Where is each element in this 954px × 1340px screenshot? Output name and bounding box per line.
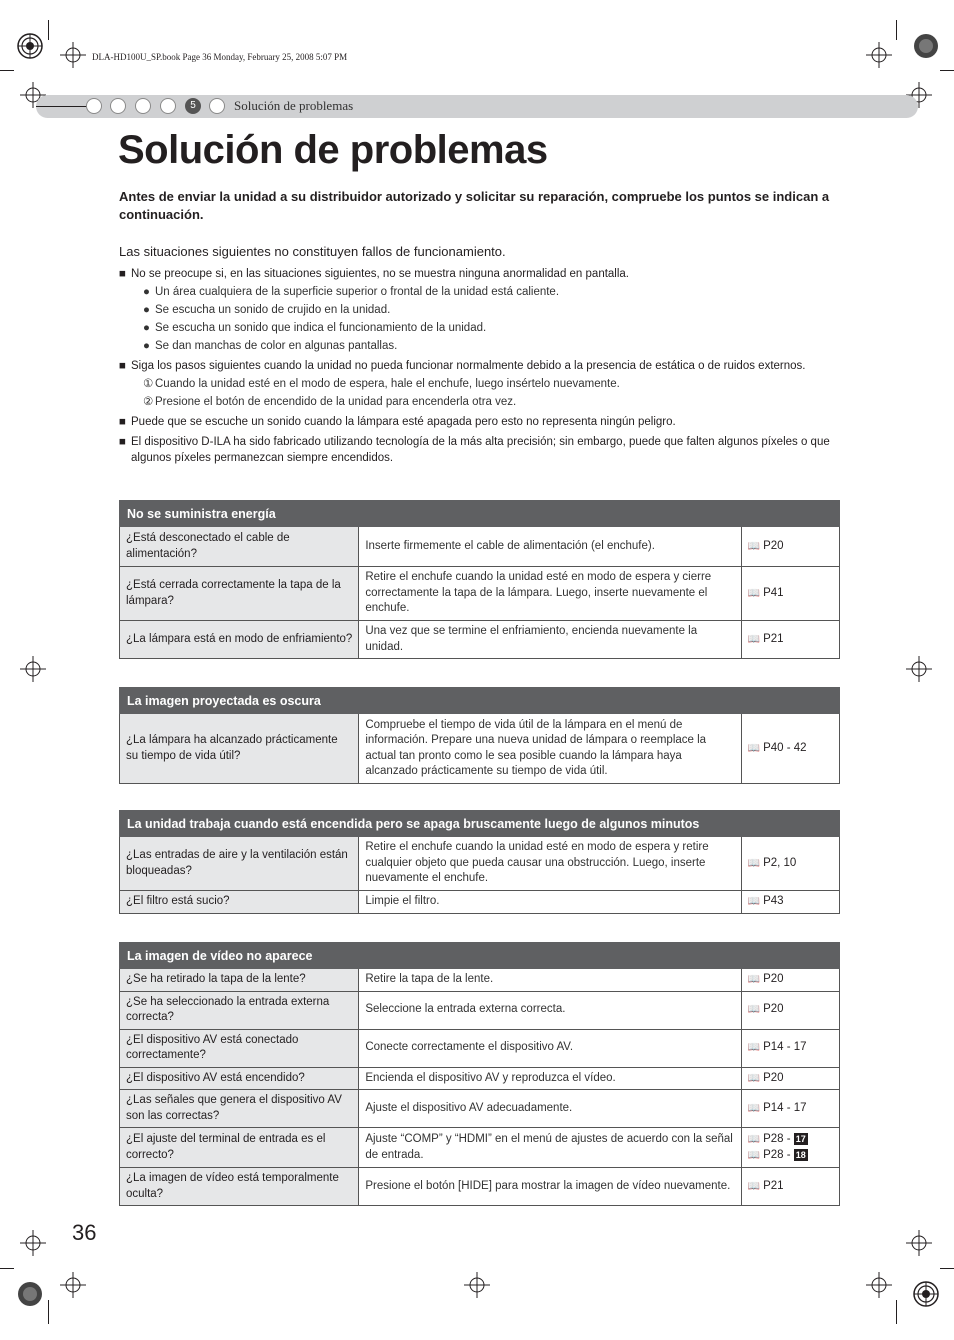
answer-cell: Retire el enchufe cuando la unidad esté en modo de espera y cierre correctamente la tapa de la lámpara. Luego, inserte nuevamente el enchufe. bbox=[359, 567, 742, 621]
reference-cell bbox=[741, 837, 839, 891]
chapter-rule bbox=[36, 106, 88, 107]
book-icon: 📖 bbox=[747, 896, 761, 907]
print-header: DLA-HD100U_SP.book Page 36 Monday, February 25, 2008 5:07 PM bbox=[92, 52, 348, 62]
crop-line bbox=[896, 20, 897, 40]
table-row bbox=[120, 527, 840, 567]
book-icon: 📖 bbox=[747, 540, 761, 552]
table-row bbox=[120, 969, 840, 992]
page-reference: P28 - bbox=[763, 1148, 791, 1161]
question-cell: ¿Las entradas de aire y la ventilación están bloqueadas? bbox=[120, 837, 359, 891]
reference-cell bbox=[741, 991, 839, 1029]
book-icon: 📖 bbox=[747, 1102, 761, 1114]
page-reference: P21 bbox=[763, 1179, 784, 1192]
page-reference: P2, 10 bbox=[763, 856, 797, 869]
crosshair-mark-bottom-center bbox=[464, 1272, 490, 1298]
book-icon: 📖 bbox=[747, 857, 761, 869]
sub-item-text: Se escucha un sonido de crujido en la unidad. bbox=[155, 304, 391, 316]
crosshair-mark-bottom-left bbox=[60, 1272, 86, 1298]
book-icon: 📖 bbox=[747, 1042, 761, 1054]
table-row bbox=[120, 1168, 840, 1206]
crosshair-mark-left-lower bbox=[20, 1230, 46, 1256]
question-cell: ¿Las señales que genera el dispositivo AV son las correctas? bbox=[120, 1090, 359, 1128]
item-number-badge: 17 bbox=[795, 1134, 806, 1144]
step-text: Cuando la unidad esté en el modo de espera, hale el enchufe, luego insértelo nuevamente. bbox=[155, 378, 620, 390]
answer-cell: Inserte firmemente el cable de alimentación (el enchufe). bbox=[359, 527, 742, 567]
circle-bullet-icon: ● bbox=[143, 286, 150, 298]
page-reference: P20 bbox=[763, 539, 784, 552]
chapter-dot-4 bbox=[160, 98, 176, 114]
note-item bbox=[119, 358, 839, 410]
note-item bbox=[119, 414, 839, 430]
page-reference: P20 bbox=[763, 1003, 784, 1016]
crosshair-mark-top-right bbox=[866, 42, 892, 68]
table-row bbox=[120, 714, 840, 784]
page-reference: P14 - 17 bbox=[763, 1101, 807, 1114]
page-reference: P20 bbox=[763, 973, 784, 985]
chapter-bar bbox=[36, 95, 918, 118]
circle-bullet-icon: ● bbox=[143, 322, 150, 334]
registration-mark-bottom-left bbox=[16, 1280, 44, 1308]
table-row bbox=[120, 621, 840, 659]
crop-line bbox=[48, 20, 49, 40]
crosshair-mark-right-lower bbox=[906, 1230, 932, 1256]
table-header: La imagen proyectada es oscura bbox=[120, 688, 840, 714]
page-reference: P41 bbox=[763, 586, 784, 599]
reference-cell bbox=[741, 527, 839, 567]
page-reference: P40 - 42 bbox=[763, 741, 807, 754]
answer-cell: Una vez que se termine el enfriamiento, encienda nuevamente la unidad. bbox=[359, 621, 742, 659]
chapter-dot-active: 5 bbox=[185, 98, 201, 114]
chapter-dot-6 bbox=[209, 98, 225, 114]
crop-line bbox=[0, 70, 14, 71]
sub-item-text: Un área cualquiera de la superficie superior o frontal de la unidad está caliente. bbox=[155, 286, 560, 298]
reference-cell bbox=[741, 567, 839, 621]
table-row bbox=[120, 991, 840, 1029]
note-text: Siga los pasos siguientes cuando la unidad no pueda funcionar normalmente debido a la presencia de estática o de ruidos externos. bbox=[131, 360, 806, 372]
square-bullet-icon: ■ bbox=[119, 360, 126, 372]
question-cell: ¿La lámpara está en modo de enfriamiento? bbox=[120, 621, 359, 659]
crop-line bbox=[896, 1300, 897, 1324]
book-icon: 📖 bbox=[747, 587, 761, 599]
table-header: La unidad trabaja cuando está encendida pero se apaga bruscamente luego de algunos minutos bbox=[120, 811, 840, 837]
reference-cell bbox=[741, 1029, 839, 1067]
reference-cell bbox=[741, 969, 839, 992]
note-text: No se preocupe si, en las situaciones siguientes, no se muestra ninguna anormalidad en pantalla. bbox=[131, 268, 630, 280]
question-cell: ¿Se ha seleccionado la entrada externa correcta? bbox=[120, 991, 359, 1029]
circle-bullet-icon: ● bbox=[143, 304, 150, 316]
page-reference: P20 bbox=[763, 1071, 784, 1084]
answer-cell: Retire la tapa de la lente. bbox=[359, 969, 742, 992]
square-bullet-icon: ■ bbox=[119, 416, 126, 428]
step-item bbox=[131, 394, 839, 410]
answer-cell: Encienda el dispositivo AV y reproduzca el vídeo. bbox=[359, 1067, 742, 1090]
step-number: ① bbox=[143, 378, 154, 390]
crop-line bbox=[48, 1300, 49, 1324]
table-row bbox=[120, 1090, 840, 1128]
chapter-dot-1 bbox=[86, 98, 102, 114]
question-cell: ¿Se ha retirado la tapa de la lente? bbox=[120, 969, 359, 992]
reference-cell bbox=[741, 1090, 839, 1128]
table-header: La imagen de vídeo no aparece bbox=[120, 943, 840, 969]
reference-cell bbox=[741, 1067, 839, 1090]
reference-cell bbox=[741, 1168, 839, 1206]
answer-cell: Presione el botón [HIDE] para mostrar la imagen de vídeo nuevamente. bbox=[359, 1168, 742, 1206]
answer-cell: Limpie el filtro. bbox=[359, 891, 742, 914]
crosshair-mark-right-middle bbox=[906, 656, 932, 682]
crosshair-mark-top-left bbox=[60, 42, 86, 68]
question-cell: ¿Está desconectado el cable de alimentación? bbox=[120, 527, 359, 567]
note-item bbox=[119, 434, 839, 466]
book-icon: 📖 bbox=[747, 1004, 761, 1016]
book-icon: 📖 bbox=[747, 1180, 761, 1192]
registration-mark-bottom-right bbox=[912, 1280, 940, 1308]
step-text: Presione el botón de encendido de la unidad para encenderla otra vez. bbox=[155, 396, 517, 408]
table-no-power bbox=[119, 500, 840, 659]
table-header: No se suministra energía bbox=[120, 501, 840, 527]
question-cell: ¿El filtro está sucio? bbox=[120, 891, 359, 914]
square-bullet-icon: ■ bbox=[119, 436, 126, 448]
book-icon: 📖 bbox=[747, 1134, 761, 1145]
book-icon: 📖 bbox=[747, 1072, 761, 1084]
book-icon: 📖 bbox=[747, 742, 761, 754]
registration-mark-top-left bbox=[16, 32, 44, 60]
question-cell: ¿El dispositivo AV está encendido? bbox=[120, 1067, 359, 1090]
page-number: 36 bbox=[72, 1220, 97, 1245]
circle-bullet-icon: ● bbox=[143, 340, 150, 352]
crop-line bbox=[940, 70, 954, 71]
table-row bbox=[120, 1029, 840, 1067]
intro-paragraph: Antes de enviar la unidad a su distribuidor autorizado y solicitar su reparación, compruebe los puntos se indican a continuación. bbox=[119, 189, 830, 222]
sub-item bbox=[131, 284, 839, 300]
page-title: Solución de problemas bbox=[118, 128, 548, 172]
note-item bbox=[119, 266, 839, 354]
answer-cell: Retire el enchufe cuando la unidad esté en modo de espera y retire cualquier objeto que pueda causar una obstrucción. Luego, inserte nuevamente el enchufe. bbox=[359, 837, 742, 891]
notes-list bbox=[119, 266, 839, 470]
crosshair-mark-bottom-right bbox=[866, 1272, 892, 1298]
item-number-badge: 18 bbox=[795, 1149, 806, 1160]
chapter-dot-3 bbox=[135, 98, 151, 114]
sub-item bbox=[131, 302, 839, 318]
answer-cell: Compruebe el tiempo de vida útil de la lámpara en el menú de información. Prepare una nueva unidad de lámpara o reemplace la actual tan pronto como le sea posible cuando la lámpara haya alcanzado prácticamente su tiempo de vida útil. bbox=[359, 714, 742, 784]
question-cell: ¿El dispositivo AV está conectado correctamente? bbox=[120, 1029, 359, 1067]
book-icon: 📖 bbox=[747, 633, 761, 645]
crop-line bbox=[0, 1268, 14, 1269]
table-no-video bbox=[119, 942, 840, 1206]
sub-item-text: Se escucha un sonido que indica el funcionamiento de la unidad. bbox=[155, 322, 487, 334]
step-item bbox=[131, 376, 839, 392]
question-cell: ¿La lámpara ha alcanzado prácticamente su tiempo de vida útil? bbox=[120, 714, 359, 784]
reference-cell bbox=[741, 891, 839, 914]
page-reference: P14 - 17 bbox=[763, 1041, 807, 1054]
book-icon: 📖 bbox=[747, 1149, 761, 1161]
sub-item bbox=[131, 320, 839, 336]
question-cell: ¿Está cerrada correctamente la tapa de la lámpara? bbox=[120, 567, 359, 621]
table-row bbox=[120, 837, 840, 891]
answer-cell: Conecte correctamente el dispositivo AV. bbox=[359, 1029, 742, 1067]
page-reference: P43 bbox=[763, 895, 784, 907]
table-row bbox=[120, 567, 840, 621]
table-row bbox=[120, 1067, 840, 1090]
reference-cell bbox=[741, 714, 839, 784]
table-row bbox=[120, 1128, 840, 1168]
book-icon: 📖 bbox=[747, 974, 761, 985]
crop-line bbox=[940, 1268, 954, 1269]
lead-sentence: Las situaciones siguientes no constituyen fallos de funcionamiento. bbox=[119, 244, 506, 259]
reference-cell bbox=[741, 1128, 839, 1168]
answer-cell: Ajuste “COMP” y “HDMI” en el menú de ajustes de acuerdo con la señal de entrada. bbox=[359, 1128, 742, 1168]
reference-cell bbox=[741, 621, 839, 659]
note-text: El dispositivo D-ILA ha sido fabricado utilizando tecnología de la más alta precisión; sin embargo, puede que falten algunos píxeles o que algunos píxeles permanezcan siempre encendidos. bbox=[131, 436, 830, 464]
table-dark-image bbox=[119, 687, 840, 784]
square-bullet-icon: ■ bbox=[119, 268, 126, 280]
table-row bbox=[120, 891, 840, 914]
answer-cell: Seleccione la entrada externa correcta. bbox=[359, 991, 742, 1029]
chapter-dot-2 bbox=[110, 98, 126, 114]
sub-item bbox=[131, 338, 839, 354]
step-number: ② bbox=[143, 396, 154, 408]
question-cell: ¿La imagen de vídeo está temporalmente oculta? bbox=[120, 1168, 359, 1206]
answer-cell: Ajuste el dispositivo AV adecuadamente. bbox=[359, 1090, 742, 1128]
page-reference: P21 bbox=[763, 632, 784, 645]
note-text: Puede que se escuche un sonido cuando la lámpara esté apagada pero esto no representa ningún peligro. bbox=[131, 416, 676, 428]
crosshair-mark-left-middle bbox=[20, 656, 46, 682]
sub-item-text: Se dan manchas de color en algunas pantallas. bbox=[155, 340, 398, 352]
registration-mark-top-right bbox=[912, 32, 940, 60]
table-sudden-shutdown bbox=[119, 810, 840, 914]
question-cell: ¿El ajuste del terminal de entrada es el correcto? bbox=[120, 1128, 359, 1168]
chapter-title: Solución de problemas bbox=[234, 98, 354, 113]
page-reference: P28 - bbox=[763, 1133, 791, 1145]
